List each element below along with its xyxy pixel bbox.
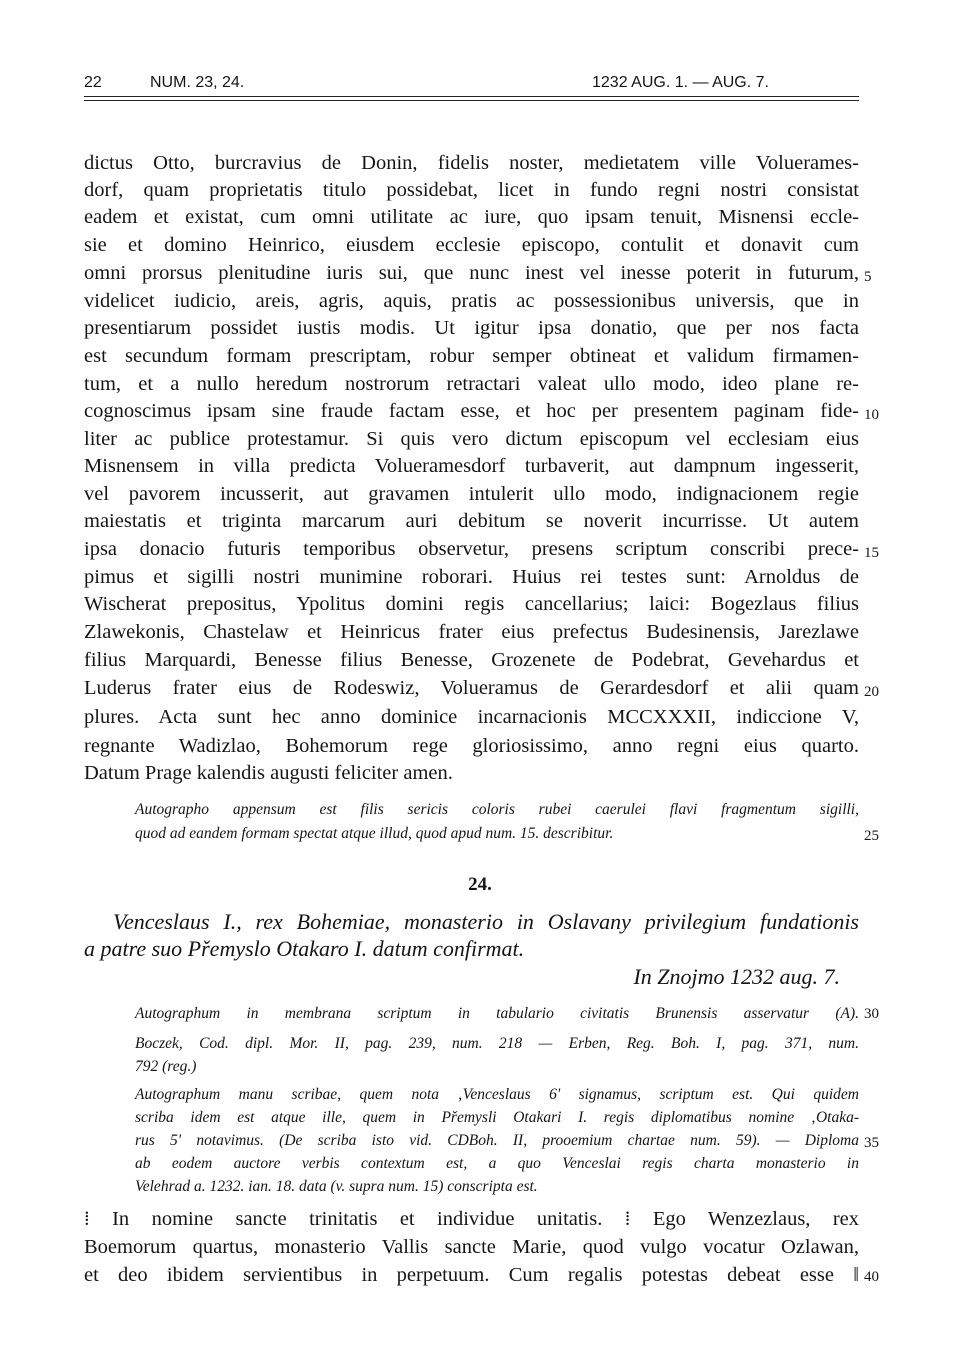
text-line: Zlawekonis, Chastelaw et Heinricus frater eius prefectus Budesinensis, Jarezlawe	[84, 621, 859, 643]
date-range: 1232 AUG. 1. — AUG. 7.	[592, 74, 769, 91]
text-line: eadem et existat, cum omni utilitate ac iure, quo ipsam tenuit, Misnensi eccle-	[84, 206, 859, 228]
source-note: ab eodem auctore verbis contextum est, a quo Venceslai regis charta monasterio in	[135, 1155, 859, 1172]
header-rule	[84, 96, 859, 97]
text-line: Luderus frater eius de Rodeswiz, Volueramus de Gerardesdorf et alii quam	[84, 677, 859, 699]
text-line: dorf, quam proprietatis titulo possidebat, licet in fundo regni nostri consistat	[84, 179, 859, 201]
text-line: plures. Acta sunt hec anno dominice incarnacionis MCCXXXII, indiccione V,	[84, 706, 859, 728]
text-line: regnante Wadizlao, Bohemorum rege gloriosissimo, anno regni eius quarto.	[84, 735, 859, 757]
document-numbers: NUM. 23, 24.	[150, 74, 245, 91]
seal-note: Autographo appensum est filis sericis coloris rubei caerulei flavi fragmentum sigilli,	[135, 801, 859, 818]
charter-text-line: et deo ibidem servientibus in perpetuum. Cum regalis potestas debeat esse ‖	[84, 1264, 859, 1286]
text-line: ipsa donacio futuris temporibus observetur, presens scriptum conscribi prece-	[84, 538, 859, 560]
place-and-date: In Znojmo 1232 aug. 7.	[633, 964, 840, 989]
text-line: liter ac publice protestamur. Si quis vero dictum episcopum vel ecclesiam eius	[84, 428, 859, 450]
text-line: videlicet iudicio, areis, agris, aquis, pratis ac possessionibus universis, que in	[84, 290, 859, 312]
line-number: 10	[864, 407, 879, 423]
source-note: Boczek, Cod. dipl. Mor. II, pag. 239, num. 218 — Erben, Reg. Boh. I, pag. 371, num.	[135, 1035, 859, 1052]
text-line: est secundum formam prescriptam, robur semper obtineat et validum firmamen-	[84, 345, 859, 367]
text-line: omni prorsus plenitudine iuris sui, que nunc inest vel inesse poterit in futurum,	[84, 262, 859, 284]
text-line: Wischerat prepositus, Ypolitus domini regis cancellarius; laici: Bogezlaus filius	[84, 593, 859, 615]
seal-note: quod ad eandem formam spectat atque illud, quod apud num. 15. describitur.	[135, 825, 614, 842]
text-line: Datum Prage kalendis augusti feliciter amen.	[84, 762, 453, 784]
text-line: pimus et sigilli nostri munimine roborari. Huius rei testes sunt: Arnoldus de	[84, 566, 859, 588]
source-note: Autographum manu scribae, quem nota ‚Venceslaus 6' signamus, scriptum est. Qui quidem	[135, 1086, 859, 1103]
text-line: tum, et a nullo heredum nostrorum retractari valeat ullo modo, ideo plane re-	[84, 373, 859, 395]
page-number: 22	[84, 74, 102, 91]
regest-line: a patre suo Přemyslo Otakaro I. datum confirmat.	[84, 936, 525, 961]
text-line: Misnensem in villa predicta Volueramesdorf turbaverit, aut dampnum ingesserit,	[84, 455, 859, 477]
source-note: rus 5' notavimus. (De scriba isto vid. CDBoh. II, prooemium chartae num. 59). — Diploma	[135, 1132, 859, 1149]
line-number: 30	[864, 1006, 879, 1022]
text-line: dictus Otto, burcravius de Donin, fidelis noster, medietatem ville Voluerames-	[84, 152, 859, 174]
source-note: scriba idem est atque ille, quem in Přemysli Otakari I. regis diplomatibus nomine ‚Otaka-	[135, 1109, 859, 1126]
running-head	[84, 74, 859, 98]
regest-line: Venceslaus I., rex Bohemiae, monasterio in Oslavany privilegium fundationis	[113, 909, 859, 934]
text-line: presentiarum possidet iustis modis. Ut igitur ipsa donatio, que per nos facta	[84, 317, 859, 339]
line-number: 20	[864, 684, 879, 700]
line-number: 40	[864, 1269, 879, 1285]
text-line: filius Marquardi, Benesse filius Benesse, Grozenete de Podebrat, Gevehardus et	[84, 649, 859, 671]
line-number: 25	[864, 828, 879, 844]
line-number: 15	[864, 545, 879, 561]
document-number: 24.	[468, 874, 492, 895]
charter-text-line: Boemorum quartus, monasterio Vallis sancte Marie, quod vulgo vocatur Ozlawan,	[84, 1236, 859, 1258]
source-note: 792 (reg.)	[135, 1058, 197, 1075]
text-line: cognoscimus ipsam sine fraude factam esse, et hoc per presentem paginam fide-	[84, 400, 859, 422]
source-note: Autographum in membrana scriptum in tabulario civitatis Brunensis asservatur (A).	[135, 1005, 859, 1022]
charter-text-line: ⁞ In nomine sancte trinitatis et individue unitatis. ⁞ Ego Wenzezlaus, rex	[84, 1208, 859, 1230]
source-note: Velehrad a. 1232. ian. 18. data (v. supra num. 15) conscripta est.	[135, 1178, 538, 1195]
text-line: maiestatis et triginta marcarum auri debitum se noverit incurrisse. Ut autem	[84, 510, 859, 532]
text-line: sie et domino Heinrico, eiusdem ecclesie episcopo, contulit et donavit cum	[84, 234, 859, 256]
text-line: vel pavorem incusserit, aut gravamen intulerit ullo modo, indignacionem regie	[84, 483, 859, 505]
line-number: 5	[864, 269, 872, 285]
header-rule	[84, 100, 859, 101]
line-number: 35	[864, 1135, 879, 1151]
